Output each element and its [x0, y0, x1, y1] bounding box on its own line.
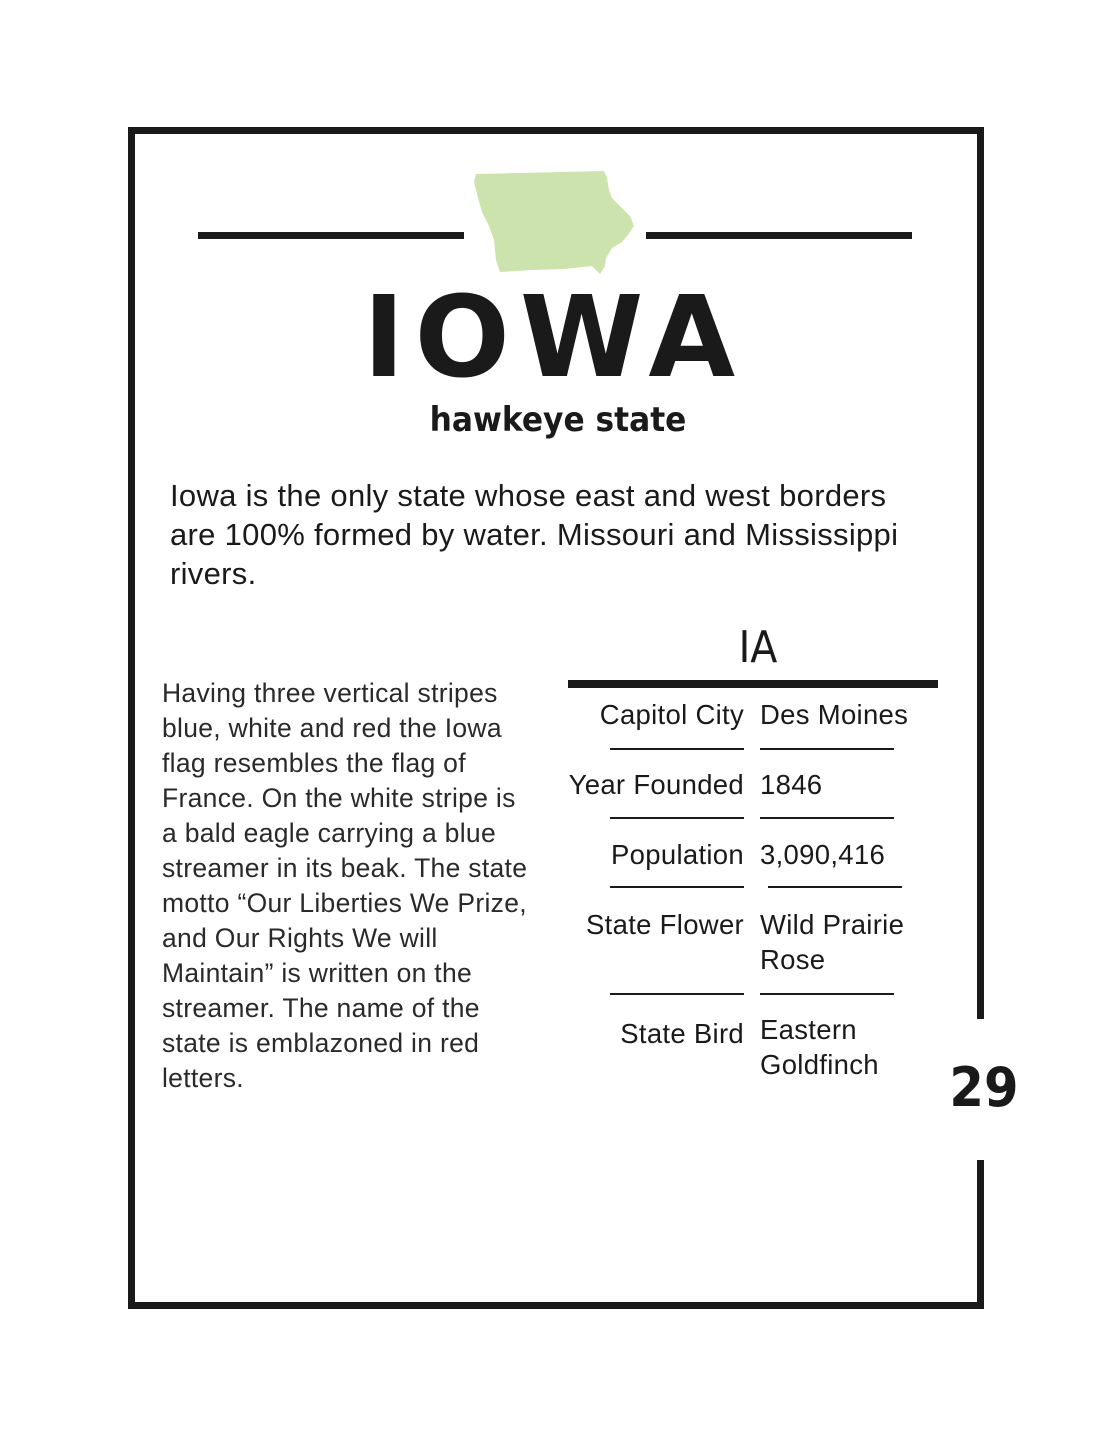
frame-right-lower: [977, 1160, 984, 1309]
fact-value-state-flower: Wild Prairie Rose: [760, 909, 905, 975]
iowa-state-outline-icon: [472, 168, 636, 280]
fact-label-year-founded: Year Founded: [568, 769, 744, 800]
fact-label-state-bird: State Bird: [620, 1018, 744, 1049]
fact-divider-label: [610, 748, 744, 750]
fact-value-state-bird: Eastern Goldfinch: [760, 1014, 879, 1080]
fact-divider-label: [610, 886, 744, 888]
state-name: IOWA: [362, 273, 746, 403]
page-number: 29: [949, 1056, 1019, 1119]
fact-divider-value: [760, 993, 894, 995]
fact-value-year-founded: 1846: [760, 769, 823, 800]
fact-divider-label: [610, 817, 744, 819]
frame-top: [128, 127, 984, 134]
header-rule-left: [198, 232, 464, 239]
fact-label-capitol-city: Capitol City: [599, 699, 744, 730]
header-rule-right: [646, 232, 912, 239]
facts-header-rule: [568, 680, 938, 688]
state-nickname: hawkeye state: [429, 400, 687, 440]
fact-value-capitol-city: Des Moines: [760, 699, 909, 730]
frame-right-upper: [977, 127, 984, 1019]
fact-divider-value: [768, 886, 902, 888]
state-abbreviation: IA: [738, 622, 778, 673]
fact-value-population: 3,090,416: [760, 839, 886, 870]
fact-divider-label: [610, 993, 744, 995]
fact-divider-value: [760, 748, 894, 750]
intro-paragraph: Iowa is the only state whose east and west borders are 100% formed by water. Missouri and Mississippi rivers.: [170, 478, 899, 591]
fact-label-state-flower: State Flower: [586, 909, 744, 940]
fact-label-population: Population: [611, 839, 744, 870]
flag-description: Having three vertical stripes blue, white and red the Iowa flag resembles the flag of France. On the white stripe is a bald eagle carrying a blue streamer in its beak. The state motto “Our Liberties We Prize, and Our Rights We will Maintain” is written on the streamer. The name of the state is emblazoned in red letters.: [162, 678, 528, 1093]
fact-divider-value: [760, 817, 894, 819]
frame-bottom: [128, 1302, 984, 1309]
